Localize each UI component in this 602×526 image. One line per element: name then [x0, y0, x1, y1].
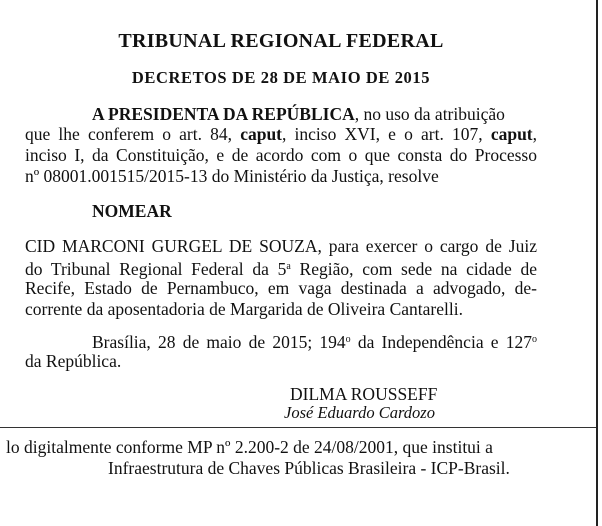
preamble-text: , no uso da atribuição: [354, 104, 505, 124]
body-line-3: Recife, Estado de Pernambuco, em vaga destinada a advogado, de-: [25, 278, 537, 298]
ordinal-sup: o: [345, 334, 351, 345]
signature-president: DILMA ROUSSEFF: [290, 384, 438, 404]
ordinal-sup: o: [532, 334, 537, 345]
decree-subtitle: DECRETOS DE 28 DE MAIO DE 2015: [131, 68, 431, 87]
footer-line-1: lo digitalmente conforme MP nº 2.200-2 de 24/08/2001, que institui a: [6, 437, 493, 457]
preamble-authority: A PRESIDENTA DA REPÚBLICA: [92, 104, 355, 124]
signature-minister: José Eduardo Cardozo: [284, 403, 435, 422]
caput-term: caput: [490, 124, 533, 144]
preamble-line-1: [92, 104, 505, 124]
body-text: do Tribunal Regional Federal da 5: [25, 259, 287, 279]
caput-term: caput: [240, 124, 282, 144]
body-line-4: corrente da aposentadoria de Margarida de Oliveira Cantarelli.: [25, 299, 463, 319]
action-heading: NOMEAR: [92, 201, 172, 221]
preamble-line-2: [25, 124, 537, 144]
body-text: Região, com sede na cidade de: [290, 259, 537, 279]
preamble-text: que lhe conferem o art. 84,: [25, 124, 241, 144]
preamble-text: ,: [532, 124, 537, 144]
ordinal-sup: a: [286, 261, 291, 272]
closing-line-2: da República.: [25, 351, 122, 371]
page-title: TRIBUNAL REGIONAL FEDERAL: [118, 30, 444, 52]
page-border: [596, 0, 598, 526]
body-line-2: [25, 257, 537, 279]
closing-text: da Independência e 127: [350, 332, 532, 352]
footer-line-2: Infraestrutura de Chaves Públicas Brasileira - ICP-Brasil.: [108, 458, 510, 478]
closing-line-1: [92, 330, 537, 352]
body-line-1: CID MARCONI GURGEL DE SOUZA, para exercer o cargo de Juiz: [25, 236, 537, 256]
closing-text: Brasília, 28 de maio de 2015; 194: [92, 332, 346, 352]
preamble-text: , inciso XVI, e o art. 107,: [282, 124, 491, 144]
footer-divider: [0, 427, 596, 428]
preamble-line-3: inciso I, da Constituição, e de acordo com o que consta do Processo: [25, 145, 537, 165]
preamble-line-4: nº 08001.001515/2015-13 do Ministério da Justiça, resolve: [25, 166, 439, 186]
